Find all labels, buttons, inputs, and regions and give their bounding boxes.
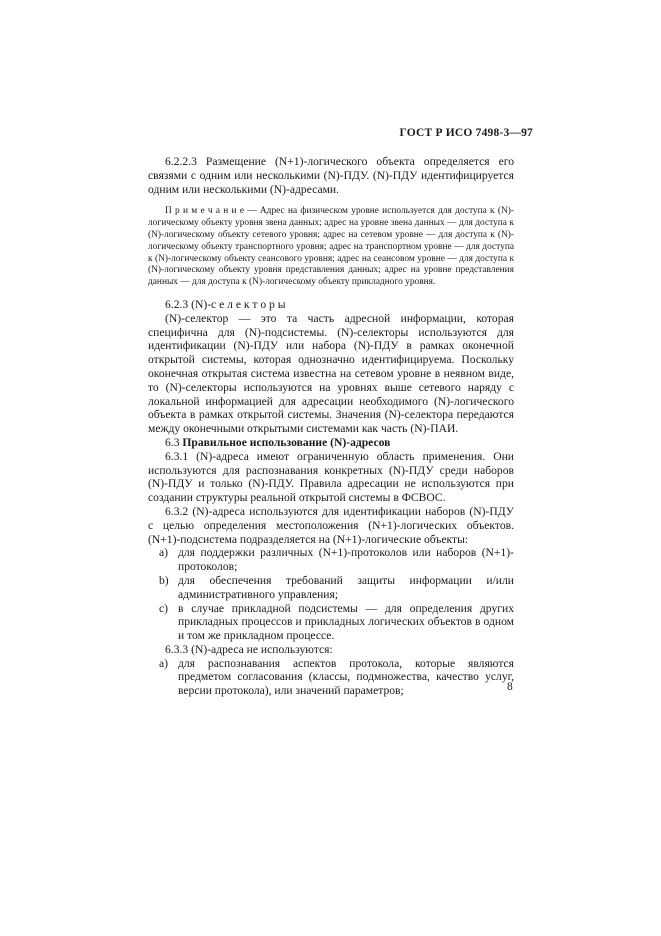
list-item-text: в случае прикладной подсистемы — для определения других прикладных процессов и прикладных логических объектов в одном и том же прикладном процессе.	[178, 601, 514, 643]
section-title: Правильное использование (N)-адресов	[182, 435, 391, 449]
clause-text: Размещение (N+1)-логического объекта определяется его связями с одним или несколькими (N)-ПДУ. (N)-ПДУ идентифицируется одним или несколькими (N)-адресами.	[148, 155, 514, 196]
clause-6-3-2	[148, 505, 514, 546]
clause-6-2-3-text: (N)-селектор — это та часть адресной информации, которая специфична для (N)-подсистемы. (N)-селекторы используются для идентификации (N)-ПДУ или набора (N)-ПДУ в рамках оконечной открытой системы, которая однозначно идентифицируема. Поскольку оконечная открытая система известна на сетевом уровне в неявном виде, то (N)-селекторы используются на уровнях выше сетевого наряду с локальной информацией для адресации необходимого (N)-логического объекта в рамках открытой системы. Значения (N)-селектора передаются между оконечными открытыми системами как часть (N)-ПАИ.	[148, 311, 514, 436]
list-item	[148, 574, 514, 602]
clause-text: (N)-адреса используются для идентификации наборов (N)-ПДУ с целью определения местоположения (N+1)-логических объектов. (N+1)-подсистема подразделяется на (N+1)-логические объекты:	[148, 504, 514, 546]
section-6-3-heading	[148, 436, 514, 450]
list-marker: a)	[159, 546, 169, 560]
list-item	[148, 657, 514, 698]
page-number: 8	[507, 681, 513, 693]
list-marker: a)	[159, 656, 169, 670]
note-paragraph	[148, 206, 514, 289]
document-body	[148, 155, 514, 698]
clause-text: (N)-адреса не используются:	[191, 642, 333, 656]
clause-title: (N)-с е л е к т о р ы	[191, 297, 286, 311]
clause-6-3-3	[148, 643, 514, 657]
clause-6-3-1	[148, 450, 514, 505]
list-marker: c)	[159, 601, 169, 615]
clause-number: 6.2.2.3	[165, 155, 197, 168]
clause-6-2-2-3	[148, 155, 514, 196]
clause-number: 6.3.2	[165, 504, 189, 518]
list-item	[148, 602, 514, 643]
list-item-text: для поддержки различных (N+1)-протоколов или наборов (N+1)-протоколов;	[178, 546, 514, 574]
list-item-text: для распознавания аспектов протокола, которые являются предметом согласования (классы, подмножества, качество услуг, версии протокола), или значений параметров;	[178, 656, 514, 698]
note-text: — Адрес на физическом уровне используется для доступа к (N)-логическому объекту уровня звена данных; адрес на уровне звена данных — для доступа к (N)-логическому объекту сетевого уровня; адрес на сетевом уровне — для доступа к (N)-логическому объекту транспортного уровня; адрес на транспортном уровне — для доступа к (N)-логическому объекту сеансового уровня; адрес на сеансовом уровне — для доступа к (N)-логическому объекту уровня представления данных; адрес на уровне представления данных — для доступа к (N)-логическому объекту прикладного уровня.	[148, 206, 514, 288]
document-code-header: ГОСТ Р ИСО 7498-3—97	[399, 127, 533, 139]
list-item-text: для обеспечения требований защиты информации и/или административного управления;	[178, 573, 514, 601]
section-number: 6.3	[165, 435, 180, 449]
clause-number: 6.3.3	[165, 642, 189, 656]
clause-number: 6.3.1	[165, 449, 189, 463]
list-item	[148, 546, 514, 574]
clause-number: 6.2.3	[165, 297, 189, 311]
clause-6-2-3-heading	[148, 298, 514, 312]
list-marker: b)	[159, 573, 169, 587]
clause-text: (N)-адреса имеют ограниченную область применения. Они используются для распознавания конкретных (N)-ПДУ среди наборов (N)-ПДУ и только (N)-ПДУ. Правила адресации не используются при создании структуры реальной открытой системы в ФСВОС.	[148, 449, 515, 505]
note-label: П р и м е ч а н и е	[165, 206, 244, 217]
